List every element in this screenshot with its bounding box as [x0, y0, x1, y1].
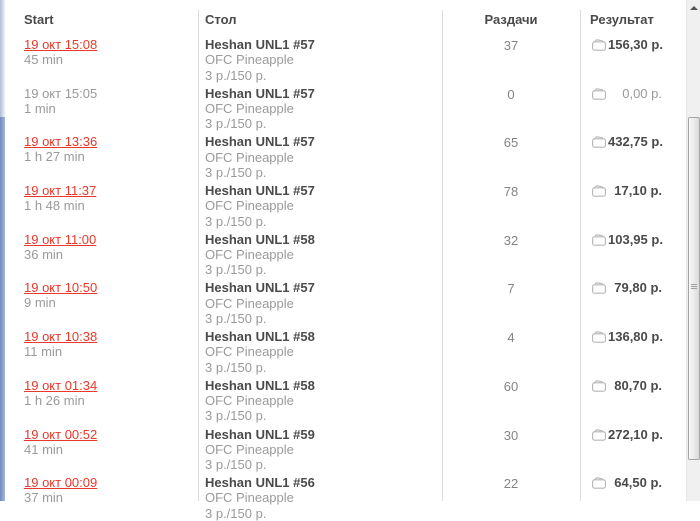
column-header-table: Стол	[205, 12, 237, 27]
start-cell	[24, 183, 96, 213]
adjacent-panel-scrollbar[interactable]	[0, 0, 5, 501]
hands-count: 37	[503, 38, 519, 53]
session-date-link[interactable]: 19 окт 00:52	[24, 426, 98, 442]
game-type: OFC Pineapple	[205, 52, 294, 68]
result-value: 64,50 р.	[614, 475, 662, 491]
start-cell	[24, 86, 97, 116]
table-name: Heshan UNL1 #57	[205, 134, 315, 150]
table-cell	[205, 37, 315, 83]
session-date-link: 19 окт 15:05	[24, 85, 98, 101]
column-header-result: Результат	[590, 12, 654, 27]
table-name: Heshan UNL1 #59	[205, 426, 315, 442]
table-name: Heshan UNL1 #58	[205, 231, 315, 247]
session-date-link[interactable]: 19 окт 15:08	[24, 37, 98, 52]
wallet-icon	[592, 185, 606, 200]
scrollbar-grip	[691, 284, 697, 290]
scroll-up-button[interactable]	[687, 0, 700, 16]
game-type: OFC Pineapple	[205, 393, 294, 409]
sessions-table	[6, 0, 686, 521]
hands-count: 7	[507, 281, 515, 297]
session-duration: 11 min	[24, 344, 63, 360]
result-value: 156,30 р.	[608, 37, 663, 52]
table-row	[6, 83, 686, 132]
session-date-link[interactable]: 19 окт 11:00	[24, 231, 97, 247]
stakes: 3 р./150 р.	[205, 67, 267, 83]
table-cell	[205, 134, 315, 180]
game-type: OFC Pineapple	[205, 247, 294, 263]
vertical-scrollbar[interactable]	[686, 0, 700, 501]
table-body	[6, 34, 686, 521]
result-value: 103,95 р.	[608, 231, 663, 247]
table-row	[6, 229, 686, 278]
result-value: 79,80 р.	[614, 280, 662, 296]
table-name: Heshan UNL1 #57	[205, 280, 315, 296]
stakes: 3 р./150 р.	[205, 262, 267, 278]
session-date-link[interactable]: 19 окт 01:34	[24, 377, 98, 393]
game-type: OFC Pineapple	[205, 295, 294, 311]
result-cell	[580, 134, 686, 150]
start-cell	[24, 329, 97, 359]
table-name: Heshan UNL1 #57	[205, 85, 315, 101]
stakes: 3 р./150 р.	[205, 213, 267, 229]
stakes: 3 р./150 р.	[205, 359, 267, 375]
start-cell	[24, 378, 97, 408]
result-value: 80,70 р.	[614, 377, 662, 393]
wallet-icon	[592, 331, 606, 346]
start-cell	[24, 134, 97, 164]
session-date-link[interactable]: 19 окт 00:09	[24, 475, 98, 491]
table-cell	[205, 232, 315, 278]
scroll-up-arrow	[690, 6, 698, 10]
table-header	[6, 0, 686, 34]
result-cell	[580, 183, 686, 199]
wallet-icon	[592, 380, 606, 395]
session-duration: 41 min	[24, 441, 64, 457]
stakes: 3 р./150 р.	[205, 408, 267, 424]
table-row	[6, 131, 686, 180]
stakes: 3 р./150 р.	[205, 116, 267, 132]
game-type: OFC Pineapple	[205, 490, 294, 506]
adjacent-scrollbar-thumb[interactable]	[0, 117, 5, 501]
table-cell	[205, 475, 315, 521]
hands-count: 30	[503, 427, 519, 443]
start-cell	[24, 427, 97, 457]
table-name: Heshan UNL1 #58	[205, 329, 315, 345]
hands-count: 60	[503, 378, 519, 394]
hands-count: 22	[503, 476, 519, 492]
hands-count: 4	[507, 330, 515, 346]
table-row	[6, 180, 686, 229]
result-cell	[580, 329, 686, 345]
hands-count: 0	[507, 86, 515, 102]
wallet-icon	[592, 136, 606, 151]
adjacent-scrollbar-track[interactable]	[0, 0, 5, 117]
table-row	[6, 34, 686, 83]
hands-count: 78	[503, 184, 519, 200]
wallet-icon	[592, 429, 606, 444]
table-name: Heshan UNL1 #58	[205, 377, 315, 393]
wallet-icon	[592, 234, 606, 249]
hands-count: 32	[503, 232, 519, 248]
game-type: OFC Pineapple	[205, 344, 294, 360]
result-value: 0,00 р.	[622, 85, 662, 101]
game-type: OFC Pineapple	[205, 149, 294, 165]
session-date-link[interactable]: 19 окт 13:36	[24, 134, 98, 150]
start-cell	[24, 37, 97, 67]
start-cell	[24, 232, 96, 262]
wallet-icon	[592, 477, 606, 492]
session-date-link[interactable]: 19 окт 11:37	[24, 183, 97, 199]
table-cell	[205, 280, 315, 326]
result-cell	[580, 232, 686, 248]
game-type: OFC Pineapple	[205, 198, 294, 214]
table-name: Heshan UNL1 #57	[205, 183, 315, 199]
result-value: 272,10 р.	[608, 426, 663, 442]
session-duration: 9 min	[24, 295, 56, 311]
table-row	[6, 424, 686, 473]
stakes: 3 р./150 р.	[205, 311, 267, 327]
session-duration: 1 h 27 min	[24, 149, 85, 165]
session-date-link[interactable]: 19 окт 10:50	[24, 280, 98, 296]
start-cell	[24, 280, 97, 310]
table-row	[6, 326, 686, 375]
table-row	[6, 472, 686, 521]
scrollbar-thumb[interactable]	[688, 117, 700, 460]
result-cell	[580, 86, 686, 102]
table-cell	[205, 86, 315, 132]
table-cell	[205, 378, 315, 424]
table-name: Heshan UNL1 #56	[205, 475, 315, 491]
table-row	[6, 277, 686, 326]
result-value: 17,10 р.	[614, 183, 662, 199]
session-date-link[interactable]: 19 окт 10:38	[24, 329, 98, 345]
wallet-icon	[592, 88, 606, 103]
session-duration: 37 min	[24, 490, 64, 506]
table-cell	[205, 427, 315, 473]
result-cell	[580, 280, 686, 296]
wallet-icon	[592, 282, 606, 297]
result-value: 432,75 р.	[608, 134, 663, 150]
stakes: 3 р./150 р.	[205, 505, 267, 521]
game-type: OFC Pineapple	[205, 441, 294, 457]
stakes: 3 р./150 р.	[205, 457, 267, 473]
stakes: 3 р./150 р.	[205, 164, 267, 180]
session-duration: 1 min	[24, 100, 56, 116]
session-duration: 1 h 48 min	[24, 198, 85, 214]
column-header-hands: Раздачи	[484, 12, 538, 27]
table-row	[6, 375, 686, 424]
result-cell	[580, 475, 686, 491]
result-value: 136,80 р.	[608, 329, 663, 345]
session-duration: 1 h 26 min	[24, 392, 85, 408]
table-cell	[205, 329, 315, 375]
table-cell	[205, 183, 315, 229]
game-type: OFC Pineapple	[205, 100, 294, 116]
result-cell	[580, 378, 686, 394]
session-duration: 45 min	[24, 52, 64, 67]
result-cell	[580, 37, 686, 53]
column-header-start: Start	[24, 12, 54, 27]
table-name: Heshan UNL1 #57	[205, 37, 315, 52]
hands-count: 65	[503, 135, 519, 151]
result-cell	[580, 427, 686, 443]
session-duration: 36 min	[24, 246, 64, 262]
wallet-icon	[592, 39, 606, 54]
